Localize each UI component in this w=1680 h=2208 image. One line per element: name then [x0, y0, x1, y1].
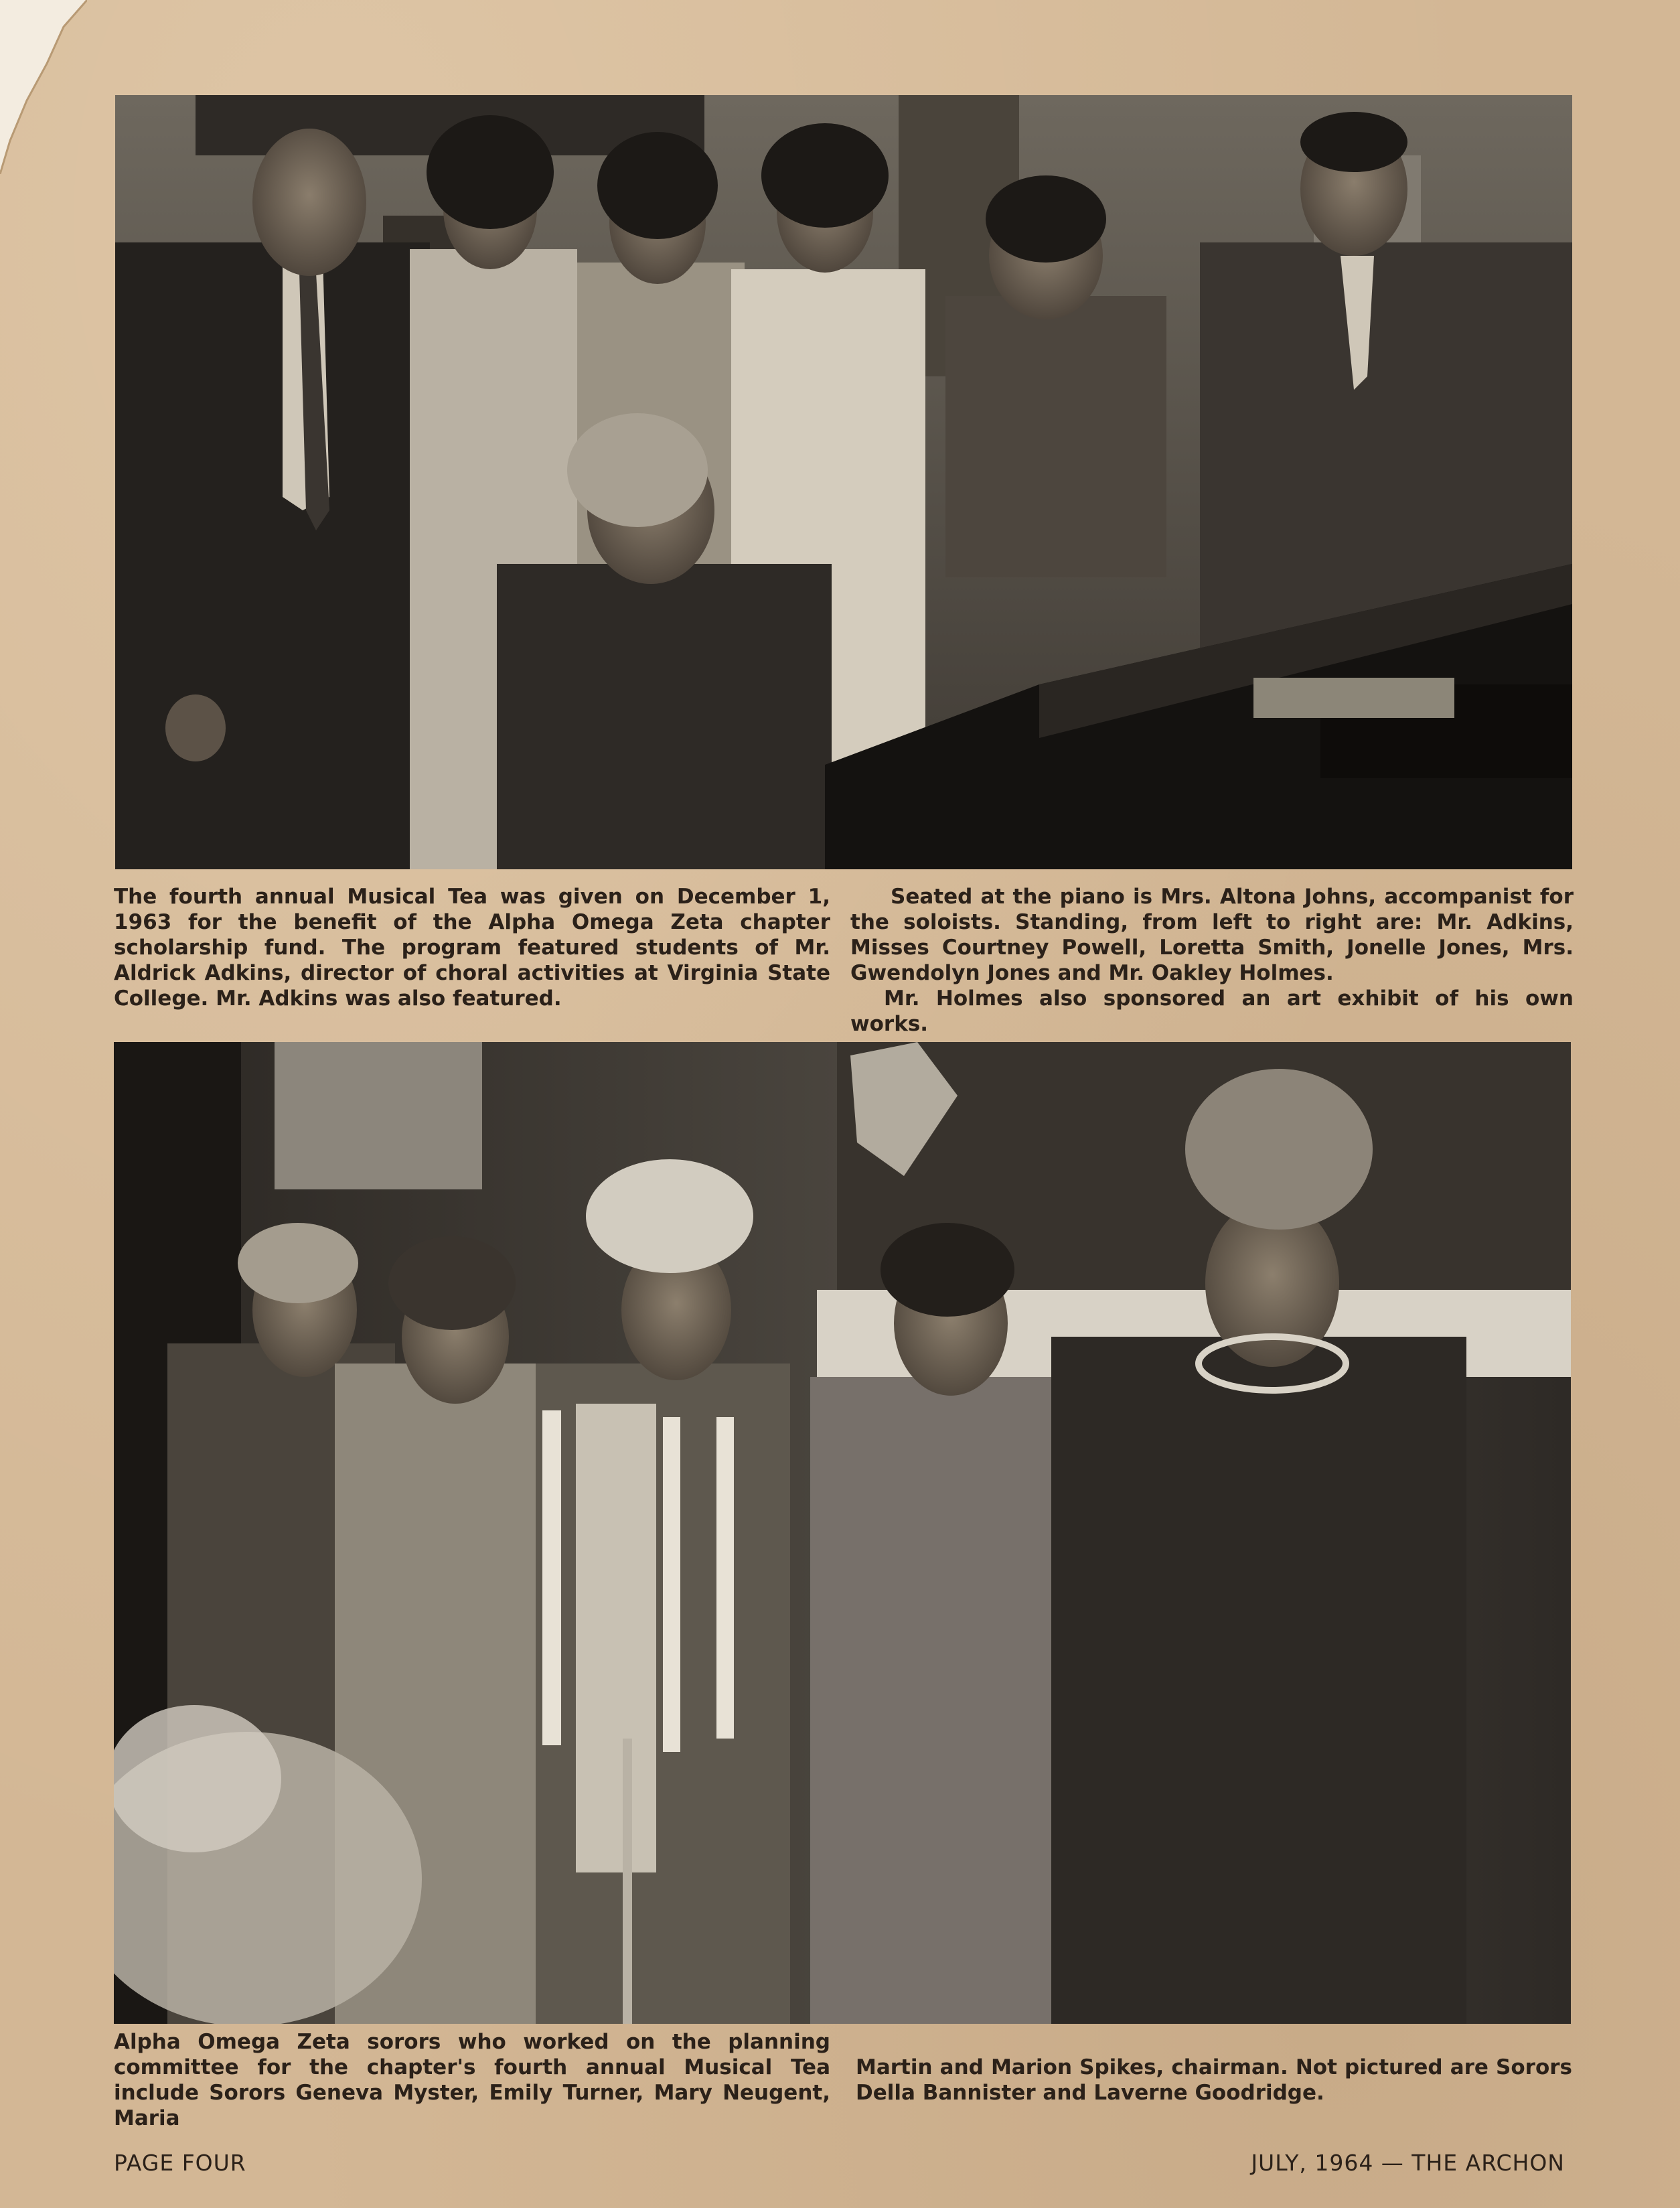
caption-bottom-left-text: Alpha Omega Zeta sorors who worked on the planning committee for the chapter's fourth annual Musical Tea include Sorors Geneva Myster, Emily Turner, Mary Neugent, Maria [114, 2030, 830, 2130]
caption-top-right-text-1: Seated at the piano is Mrs. Altona Johns, accompanist for the soloists. Standing, from left to right are: Mr. Adkins, Misses Courtney Powell, Loretta Smith, Jonelle Jones, Mrs. Gwendolyn Jones and Mr. Oakley Holmes. [850, 885, 1574, 985]
caption-top-left-text: The fourth annual Musical Tea was given on December 1, 1963 for the benefit of the Alpha Omega Zeta chapter scholarship fund. The program featured students of Mr. Aldrick Adkins, director of choral activities at Virginia State College. Mr. Adkins was also featured. [114, 885, 830, 1011]
photo-planning-committee [114, 1042, 1571, 2024]
caption-bottom-right-text: Martin and Marion Spikes, chairman. Not pictured are Sorors Della Bannister and Laverne Goodridge. [856, 2055, 1572, 2105]
caption-top-right-text-2: Mr. Holmes also sponsored an art exhibit of his own works. [850, 986, 1574, 1036]
caption-bottom-left [114, 2029, 830, 2131]
issue-label: JULY, 1964 — THE ARCHON [1251, 2150, 1565, 2176]
torn-corner [0, 0, 87, 174]
caption-top-right [850, 884, 1574, 1037]
caption-bottom-right [856, 2055, 1572, 2106]
caption-top-left [114, 884, 830, 1011]
photo-musical-tea-group [115, 95, 1572, 869]
page-number-label: PAGE FOUR [114, 2150, 246, 2176]
